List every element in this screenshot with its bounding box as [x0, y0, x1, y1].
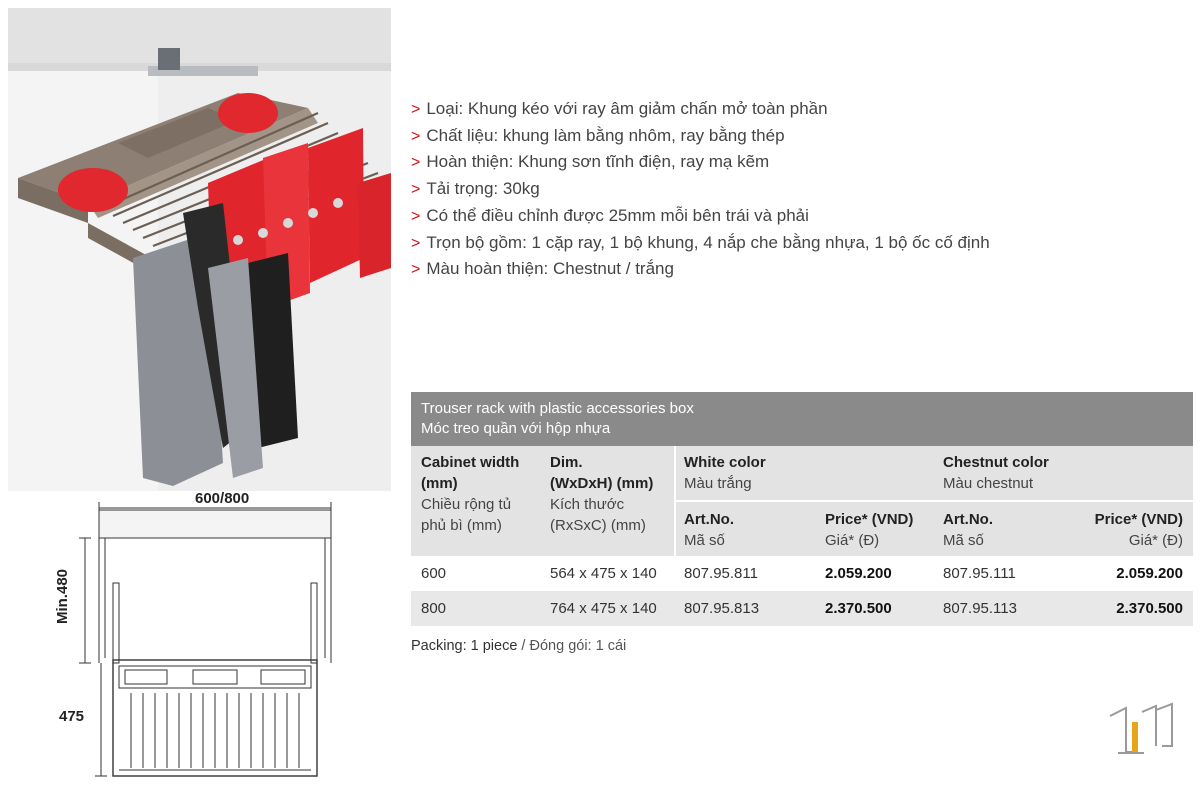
cell-dim: 764 x 475 x 140: [550, 600, 657, 617]
list-item: [411, 256, 1171, 283]
feature-text: Tải trọng: 30kg: [426, 179, 540, 199]
product-table: [411, 392, 1193, 626]
trouser-rack-illustration: [8, 8, 391, 491]
feature-text: Chất liệu: khung làm bằng nhôm, ray bằng thép: [426, 125, 785, 145]
col-white-artno: [684, 509, 734, 551]
cell-white-price: 2.059.200: [825, 565, 892, 582]
artno-en: Art.No.: [684, 511, 734, 528]
col-chestnut-color: [943, 452, 1049, 494]
table-title: [411, 392, 1193, 446]
height-dimension: Min.480: [54, 568, 72, 625]
table-title-en: Trouser rack with plastic accessories box: [421, 400, 694, 417]
table-row: [411, 556, 1193, 591]
feature-text: Màu hoàn thiện: Chestnut / trắng: [426, 259, 674, 279]
col-width-vn-2: phủ bì (mm): [421, 517, 502, 534]
col-dim-vn-1: Kích thước: [550, 496, 625, 513]
brand-logo: [1106, 702, 1176, 765]
white-vn: Màu trắng: [684, 475, 752, 492]
col-white-color: [684, 452, 766, 494]
packing-vn: Đóng gói: 1 cái: [529, 638, 627, 654]
table-title-vn: Móc treo quần với hộp nhựa: [421, 420, 611, 437]
technical-drawing: [55, 488, 345, 788]
list-item: [411, 176, 1171, 203]
price-en: Price* (VND): [825, 511, 914, 528]
col-chestnut-price: [1095, 509, 1183, 551]
white-en: White color: [684, 454, 766, 471]
bullet-marker: >: [411, 101, 421, 118]
depth-dimension: 475: [59, 708, 85, 725]
feature-text: Có thể điều chỉnh được 25mm mỗi bên trái và phải: [426, 205, 809, 225]
packing-separator: /: [517, 638, 530, 654]
product-photo: [8, 8, 391, 491]
cell-white-price: 2.370.500: [825, 600, 892, 617]
feature-text: Trọn bộ gồm: 1 cặp ray, 1 bộ khung, 4 nắp che bằng nhựa, 1 bộ ốc cố định: [426, 232, 990, 252]
col-width-en-1: Cabinet width: [421, 454, 520, 471]
artno-vn: Mã số: [684, 532, 725, 549]
chestnut-en: Chestnut color: [943, 454, 1049, 471]
list-item: [411, 230, 1171, 257]
cell-white-art: 807.95.811: [684, 565, 758, 582]
col-dim-vn-2: (RxSxC) (mm): [550, 517, 646, 534]
col-chestnut-artno: [943, 509, 993, 551]
table-header: [411, 446, 1193, 556]
packing-en: Packing: 1 piece: [411, 638, 518, 654]
list-item: [411, 203, 1171, 230]
col-width-en-2: (mm): [421, 475, 458, 492]
cell-dim: 564 x 475 x 140: [550, 565, 657, 582]
cell-width: 600: [421, 565, 447, 582]
cell-width: 800: [421, 600, 447, 617]
drawing-lines: [55, 488, 345, 788]
bullet-marker: >: [411, 127, 421, 145]
bullet-marker: >: [411, 154, 421, 172]
artno-vn: Mã số: [943, 532, 984, 549]
col-width-vn-1: Chiều rộng tủ: [421, 496, 512, 513]
cell-chest-price: 2.370.500: [1116, 600, 1183, 617]
cell-chest-art: 807.95.111: [943, 565, 1016, 582]
feature-text: Hoàn thiện: Khung sơn tĩnh điện, ray mạ kẽm: [426, 152, 770, 172]
list-item: [411, 123, 1171, 150]
width-dimension: 600/800: [195, 490, 250, 507]
cell-chest-price: 2.059.200: [1116, 565, 1183, 582]
bullet-marker: >: [411, 207, 421, 225]
cell-white-art: 807.95.813: [684, 600, 760, 617]
col-dim-en-1: Dim.: [550, 454, 583, 471]
packing-info: [411, 638, 626, 654]
feature-list: [411, 96, 1171, 283]
price-en: Price* (VND): [1094, 511, 1183, 528]
bullet-marker: >: [411, 234, 421, 252]
price-vn: Giá* (Đ): [825, 532, 880, 549]
col-white-price: [825, 509, 913, 551]
artno-en: Art.No.: [943, 511, 993, 528]
logo-icon: [1106, 702, 1176, 760]
price-vn: Giá* (Đ): [1128, 532, 1183, 549]
cell-chest-art: 807.95.113: [943, 600, 1017, 617]
col-cabinet-width: [421, 452, 519, 536]
table-row: [411, 591, 1193, 626]
bullet-marker: >: [411, 181, 421, 199]
feature-text: Loại: Khung kéo với ray âm giảm chấn mở toàn phần: [426, 99, 828, 118]
col-dim-en-2: (WxDxH) (mm): [550, 475, 654, 492]
chestnut-vn: Màu chestnut: [943, 475, 1034, 492]
bullet-marker: >: [411, 261, 421, 279]
col-dimensions: [550, 452, 653, 536]
list-item: [411, 149, 1171, 176]
list-item: [411, 96, 1171, 123]
